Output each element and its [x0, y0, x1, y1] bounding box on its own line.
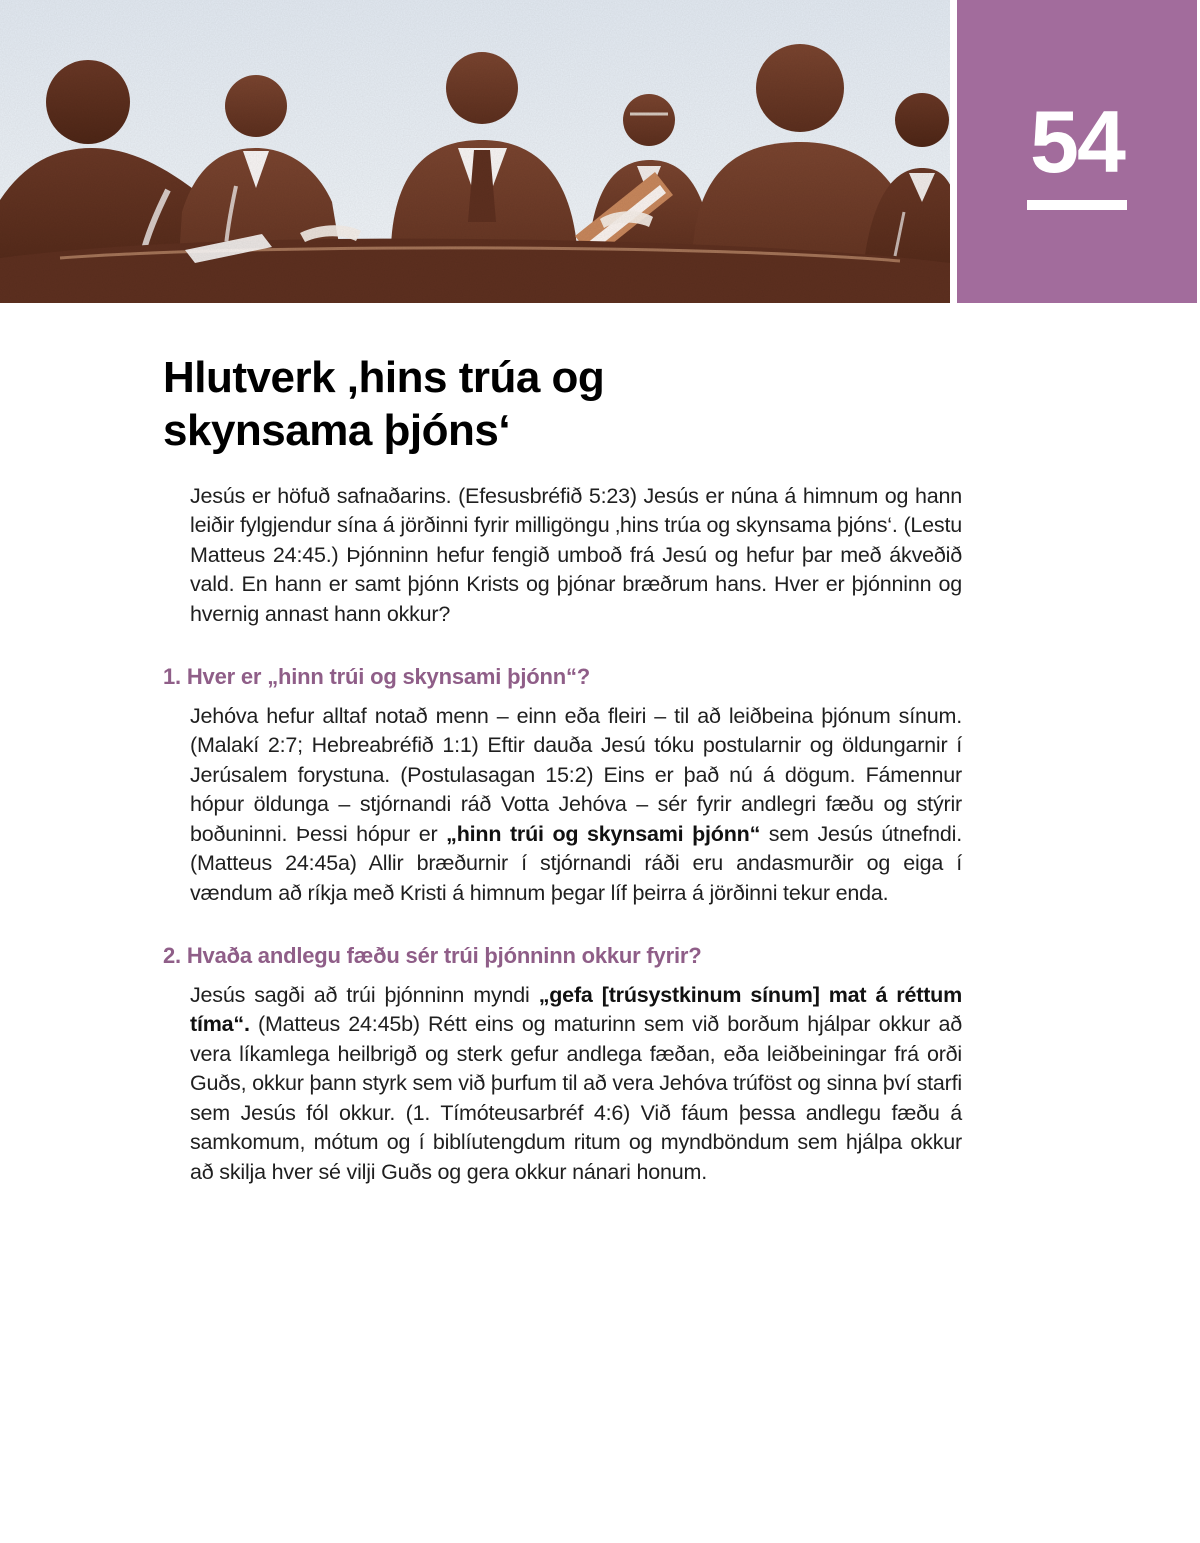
intro-paragraph: Jesús er höfuð safnaðarins. (Efesusbréfið 5:23) Jesús er núna á himnum og hann leiðir fylgjendur sína á jörðinni fyrir milligöngu ‚hins trúa og skynsama þjóns‘. (Lestu Matteus 24:45.) Þjónninn hefur fengið umboð frá Jesú og hefur þar með ákveðið vald. En hann er samt þjónn Krists og þjónar bræðrum hans. Hver er þjónninn og hvernig annast hann okkur?: [190, 483, 962, 626]
question-1-text-pre: Jehóva hefur alltaf notað menn – einn eða fleiri – til að leiðbeina þjónum sínum. (Malakí 2:7; Hebreabréfið 1:1) Eftir dauða Jesú tóku postularnir og öldungarnir í Jerúsalem forystuna. (Postulasagan 15:2) Eins er það nú á dögum. Fámennur hópur öldunga – stjórnandi ráð Votta Jehóva – sér fyrir andlegri fæðu og stýrir boðuninni. Þessi hópur er: [190, 703, 962, 846]
question-2-text-post: (Matteus 24:45b) Rétt eins og maturinn sem við borðum hjálpar okkur að vera líkamlega heilbrigð og sterk gefur andlega fæðan, eða leiðbeiningar frá orði Guðs, okkur þann styrk sem við þurfum til að vera Jehóva trúföst og sinna því starfi sem Jesús fól okkur. (1. Tímóteusarbréf 4:6) Við fáum þessa andlegu fæðu á samkomum, mótum og í biblíutengdum ritum og myndböndum sem hjálpa okkur að skilja hver sé vilji Guðs og gera okkur nánari honum.: [190, 1012, 962, 1184]
lesson-number-underline: [1027, 200, 1127, 210]
page-title-line-2: skynsama þjóns‘: [163, 405, 511, 455]
question-2-heading: 2. Hvaða andlegu fæðu sér trúi þjónninn okkur fyrir?: [163, 943, 702, 969]
lesson-number-badge: [957, 0, 1197, 303]
question-2-text-pre: Jesús sagði að trúi þjónninn myndi: [190, 982, 539, 1007]
question-1-heading: 1. Hver er „hinn trúi og skynsami þjónn“?: [163, 664, 590, 690]
header-illustration: [0, 0, 950, 303]
watercolor-grain: [0, 0, 950, 303]
page-title-line-1: Hlutverk ‚hins trúa og: [163, 353, 605, 402]
meeting-silhouettes-illustration: [0, 0, 950, 303]
question-1-paragraph: [190, 702, 962, 909]
question-1-text-post: sem Jesús útnefndi. (Matteus 24:45a) Allir bræðurnir í stjórnandi ráði eru andasmurðir og eiga í vændum að ríkja með Kristi á himnum þegar líf þeirra á jörðinni tekur enda.: [190, 821, 962, 905]
page-title: [163, 352, 962, 458]
lesson-number: 54: [1030, 91, 1124, 191]
question-2-paragraph: [190, 981, 962, 1188]
question-1-bold-quote: „hinn trúi og skynsami þjónn“: [446, 821, 761, 846]
question-2-bold-quote: „gefa [trúsystkinum sínum] mat á réttum tíma“.: [190, 982, 962, 1037]
article-body: [163, 303, 962, 1187]
